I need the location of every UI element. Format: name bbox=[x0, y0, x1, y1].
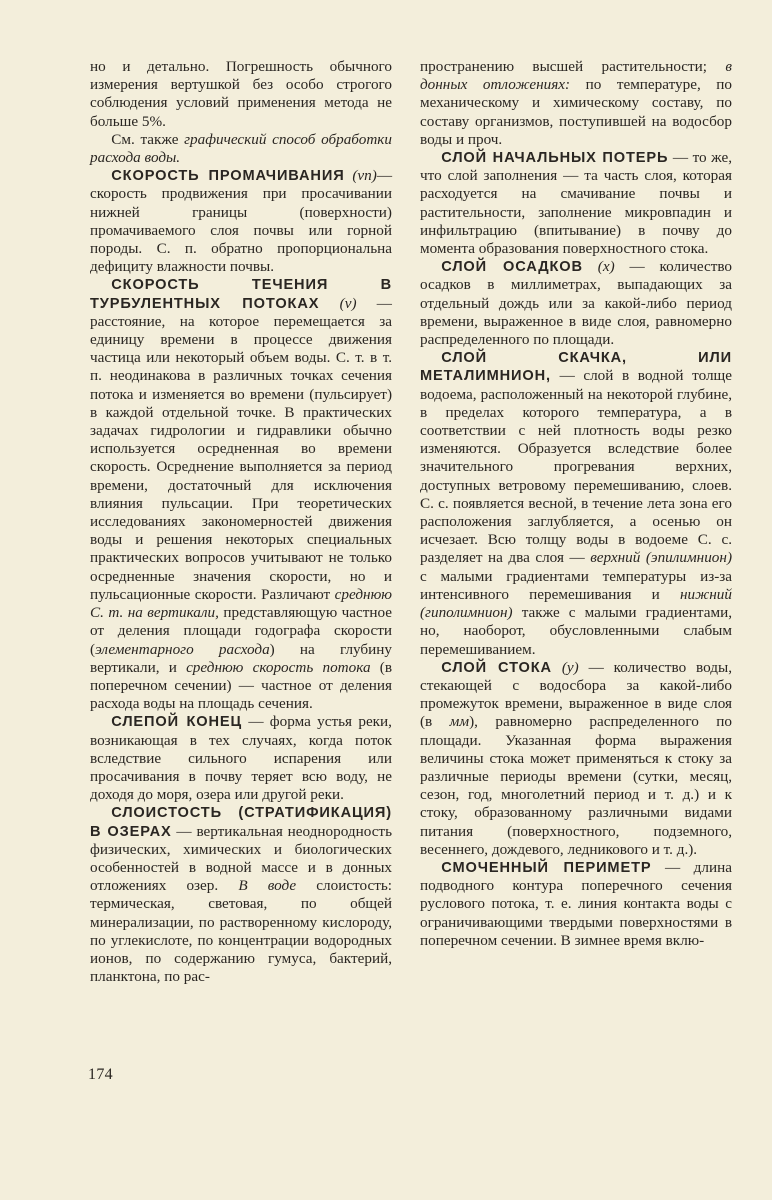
entry-term: СЛОИСТОСТЬ (СТРАТИФИКАЦИЯ) В ОЗЕРАХ bbox=[90, 805, 392, 840]
page-number: 174 bbox=[88, 1066, 113, 1083]
entry-sloy-osadkov: СЛОЙ ОСАДКОВ (x) — количество осадков в миллиметрах, выпадающих за отдельный дождь или за какой-либо период времени, выраженное в виде слоя, равномерно распределенного по площади. bbox=[420, 258, 732, 349]
entry-skorost-promachivaniya: СКОРОСТЬ ПРОМАЧИВАНИЯ (vп)— скорость продвижения при просачивании нижней границы (поверхности) промачиваемого слоя почвы или горной породы. С. п. обратно пропорциональна дефициту влажности почвы. bbox=[90, 167, 392, 276]
entry-term: СМОЧЕННЫЙ ПЕРИМЕТР bbox=[441, 859, 652, 876]
entry-symbol: (y) bbox=[561, 658, 579, 676]
entry-skorost-techeniya: СКОРОСТЬ ТЕЧЕНИЯ В ТУРБУЛЕНТНЫХ ПОТОКАХ (v) — расстояние, на которое перемещается за единицу времени в процессе движения частица или некоторый объем воды. С. т. в т. п. неодинакова в различных точках сечения потока и изменяется во времени (пульсирует) в каждой отдельной точке. В практических задачах гидрологии и гидравлики обычно используется осредненная во времени скорость. Осреднение выполняется за период времени, достаточный для исключения влияния пульсации. При теоретических исследованиях закономерностей движения воды и решения некоторых специальных практических вопросов учитывают не только осредненные значения скорости, но и пульсационные скорости. Различают среднюю С. т. на вертикали, представляющую частное от деления площади годографа скорости (элементарного расхода) на глубину вертикали, и среднюю скорость потока (в поперечном сечении) — частное от деления расхода воды на площадь сечения. bbox=[90, 277, 393, 713]
paragraph: пространению высшей растительности; в донных отложениях: по температуре, по механическому и химическому составу, по составу организмов, поступившей на водосбор воды и проч. bbox=[420, 58, 732, 148]
entry-term: СКОРОСТЬ ТЕЧЕНИЯ В ТУРБУЛЕНТНЫХ ПОТОКАХ bbox=[90, 277, 392, 312]
entry-slepoy-konets: СЛЕПОЙ КОНЕЦ — форма устья реки, возникающая в тех случаях, когда поток вследствие сильного испарения или просачивания в почву теряет всю воду, не доходя до моря, озера или другой реки. bbox=[90, 713, 392, 804]
entry-sloy-skachka: СЛОЙ СКАЧКА, ИЛИ МЕТАЛИМНИОН, — слой в водной толще водоема, расположенный на некоторой глубине, в пределах которого температура, а в соответствии с ней плотность воды резко изменяются. Образуется вследствие более значительного прогревания верхних, доступных ветровому перемешиванию, слоев. С. с. появляется весной, в течение лета зона его расположения заглубляется, а осенью он исчезает. Всю толщу воды в водоеме С. с. разделяет на два слоя — верхний (эпилимнион) с малыми градиентами температуры из-за интенсивного перемешивания и нижний (гиполимнион) также с малыми градиентами, но, наоборот, обусловленными слабым перемешиванием. bbox=[420, 350, 732, 658]
right-column bbox=[420, 58, 732, 950]
entry-sloy-nachalnykh-poter: СЛОЙ НАЧАЛЬНЫХ ПОТЕРЬ — то же, что слой заполнения — та часть слоя, которая расходуется на смачивание почвы и растительности, заполнение микровпадин и инфильтрацию (впитывание) в почву до момента образования поверхностного стока. bbox=[420, 149, 732, 258]
entry-term: СЛОЙ НАЧАЛЬНЫХ ПОТЕРЬ bbox=[441, 150, 669, 167]
see-also-paragraph: См. также графический способ обработки расхода воды. bbox=[90, 130, 393, 167]
entry-term: СКОРОСТЬ ПРОМАЧИВАНИЯ bbox=[111, 168, 345, 185]
entry-term: СЛЕПОЙ КОНЕЦ bbox=[111, 714, 243, 731]
entry-sloistost: СЛОИСТОСТЬ (СТРАТИФИКАЦИЯ) В ОЗЕРАХ — вертикальная неоднородность физических, химических и биологических особенностей в водной массе и в донных отложениях озер. В воде слоистость: термическая, световая, по общей минерализации, по растворенному кислороду, по углекислоте, по концентрации водородных ионов, по содержанию гумуса, бактерий, планктона, по рас- bbox=[90, 805, 392, 986]
entry-symbol: (v) bbox=[339, 294, 357, 312]
left-column bbox=[90, 58, 392, 986]
paragraph: но и детально. Погрешность обычного измерения вертушкой без особо строгого соблюдения условий применения метода не больше 5%. bbox=[90, 58, 392, 130]
entry-term: СЛОЙ СТОКА bbox=[441, 659, 552, 676]
entry-term: СЛОЙ ОСАДКОВ bbox=[441, 259, 583, 276]
entry-sloy-stoka: СЛОЙ СТОКА (y) — количество воды, стекающей с водосбора за какой-либо промежуток времени, выраженное в виде слоя (в мм), равномерно распределенного по площади. Указанная форма выражения величины стока может применяться к стоку за различные периоды времени (сутки, месяц, сезон, год, многолетний период и т. д.) и к стоку, образованному различными видами питания (поверхностного, подземного, весеннего, дождевого, ледникового и т. д.). bbox=[420, 658, 732, 858]
entry-symbol: (vп) bbox=[352, 167, 377, 185]
entry-symbol: (x) bbox=[597, 258, 615, 276]
entry-smochenny-perimetr: СМОЧЕННЫЙ ПЕРИМЕТР — длина подводного контура поперечного сечения руслового потока, т. е. линия контакта воды с ограничивающими твердыми поверхностями в поперечном сечении. В зимнее время вклю- bbox=[420, 858, 732, 949]
entry-term: СЛОЙ СКАЧКА, ИЛИ МЕТАЛИМНИОН, bbox=[420, 350, 732, 385]
